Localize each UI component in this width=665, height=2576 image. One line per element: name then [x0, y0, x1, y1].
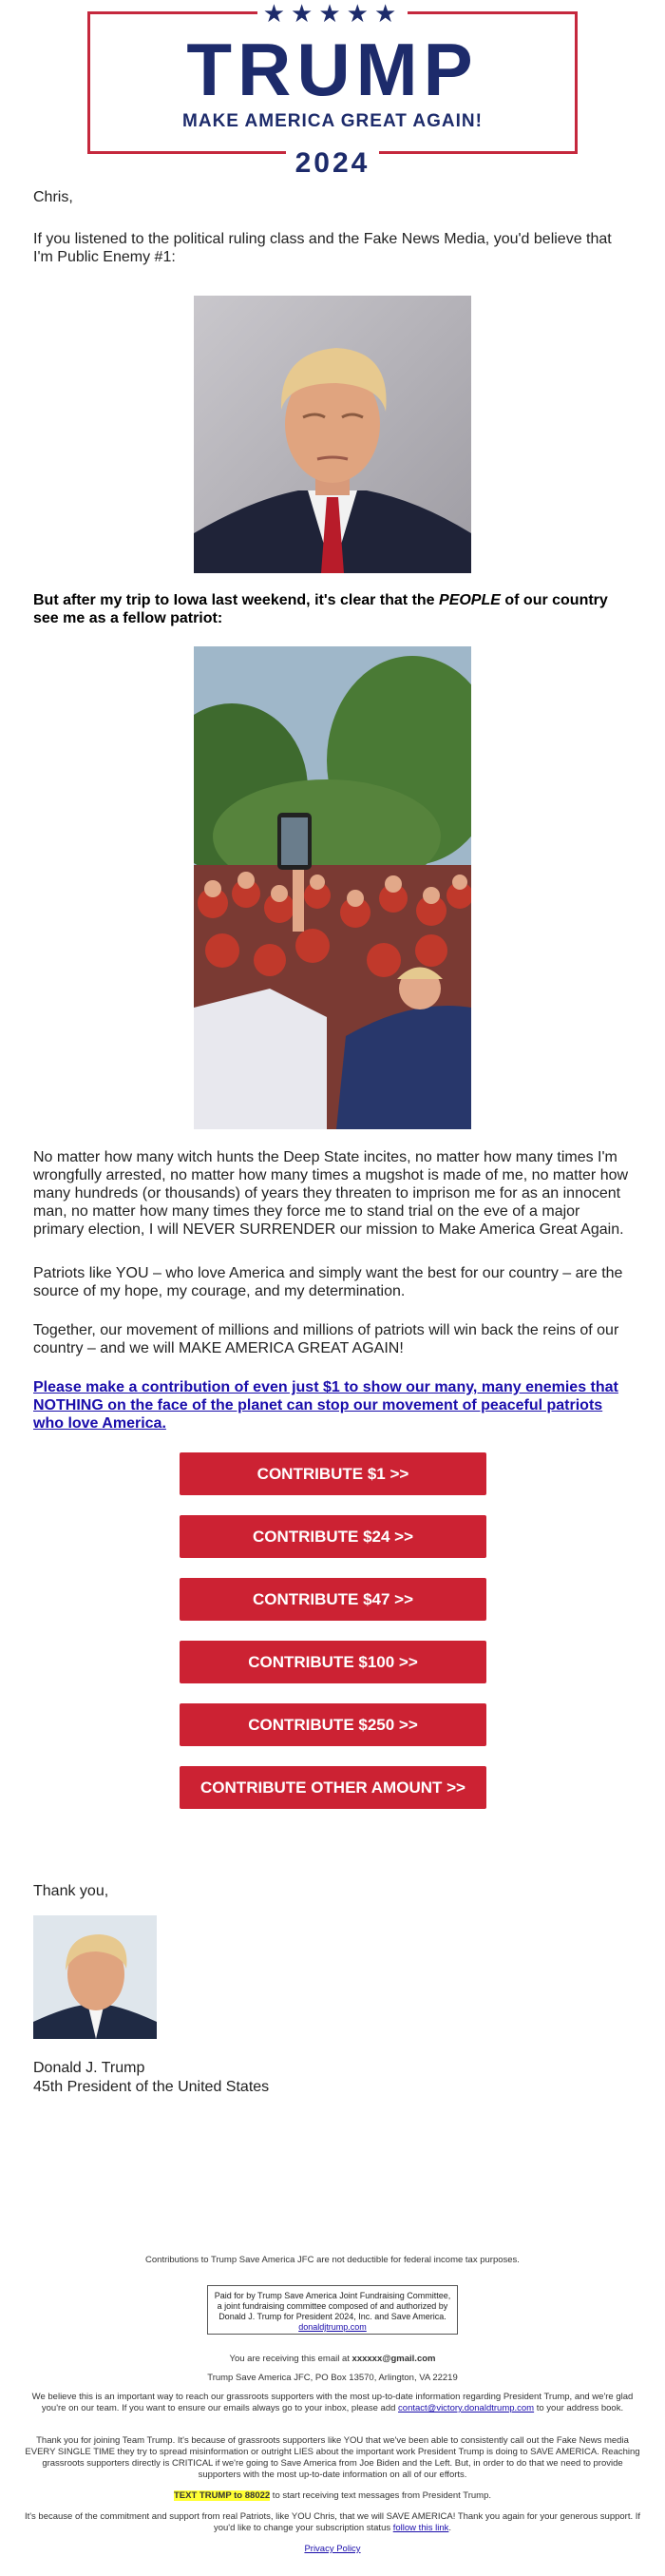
body-paragraph-3: Together, our movement of millions and millions of patriots will win back the reins of our country – and we will MAKE AMERICA GREAT AGAIN! [33, 1322, 619, 1356]
mailing-address: Trump Save America JFC, PO Box 13570, Arlington, VA 22219 [207, 2373, 458, 2383]
unsubscribe-link[interactable]: follow this link [392, 2523, 449, 2533]
contribute-1-button[interactable]: CONTRIBUTE $1 >> [180, 1452, 486, 1495]
privacy-row [23, 2544, 642, 2555]
contribute-100-button[interactable]: CONTRIBUTE $100 >> [180, 1641, 486, 1683]
logo-year: 2024 [90, 147, 575, 180]
text-signup: TEXT TRUMP to 88022 to start receiving text messages from President Trump. [173, 2490, 492, 2501]
paid-for-box [207, 2285, 458, 2335]
tax-disclaimer: Contributions to Trump Save America JFC are not deductible for federal income tax purposes. [145, 2255, 520, 2265]
paid-for-text: Paid for by Trump Save America Joint Fundraising Committee, a joint fundraising committee composed of and authorized by Donald J. Trump for President 2024, Inc. and Save America. [214, 2291, 451, 2321]
contribute-250-button[interactable]: CONTRIBUTE $250 >> [180, 1703, 486, 1746]
logo-brand: TRUMP [186, 28, 479, 111]
stars-icon: ★★★★★ [90, 1, 575, 26]
commitment-notice: It's because of the commitment and support from real Patriots, like YOU Chris, that we will SAVE AMERICA! Thank you again for your generous support. If you'd like to change your subscription status follow this link. [24, 2511, 641, 2533]
paid-for-link[interactable]: donaldjtrump.com [298, 2322, 367, 2332]
body-paragraph-1: No matter how many witch hunts the Deep State incites, no matter how many times I'm wrongfully arrested, no matter how many times a mugshot is made of me, no matter how many hundreds (or thousands) of years they threaten to imprison me for as an innocent man, no matter how many times they force me to stand trial on the eve of a major primary election, I will NEVER SURRENDER our mission to Make America Great Again. [33, 1149, 629, 1238]
contribute-24-button[interactable]: CONTRIBUTE $24 >> [180, 1515, 486, 1558]
signer-title: 45th President of the United States [33, 2079, 270, 2095]
contact-email-link[interactable]: contact@victory.donaldtrump.com [398, 2403, 535, 2413]
thank-you: Thank you, [33, 1883, 109, 1899]
receiving-notice: You are receiving this email at xxxxxx@gmail.com [229, 2354, 436, 2364]
people-emphasis: PEOPLE [439, 592, 501, 608]
iowa-heading: But after my trip to Iowa last weekend, it's clear that the PEOPLE of our country see me as a fellow patriot: [33, 592, 608, 626]
trump-portrait [33, 1915, 157, 2039]
address-book-notice: We believe this is an important way to reach our grassroots supporters with the most up-to-date information regarding President Trump, and we're glad you're on our team. If you want to ensure our emails always go to your inbox, please add contact@victory.donaldtrump.com to your address book. [31, 2392, 634, 2413]
text-code-highlight: TEXT TRUMP to 88022 [173, 2490, 271, 2501]
privacy-policy-link[interactable]: Privacy Policy [304, 2544, 361, 2554]
contribute-link[interactable]: Please make a contribution of even just $1 to show our many, many enemies that NOTHING on the face of the planet can stop our movement of peaceful patriots who love America. [33, 1379, 618, 1432]
team-trump-notice: Thank you for joining Team Trump. It's because of grassroots supporters like YOU that we've been able to consistently call out the Fake News media EVERY SINGLE TIME they try to spread misinformation or outright LIES about the important work President Trump is doing to SAVE AMERICA. Reaching grassroots supporters directly is CRITICAL if we're going to Save America from Joe Biden and the Left. But, in order to do that we need to provide supporters with the most up-to-date information on all of our efforts. [25, 2435, 640, 2480]
contribute-other-button[interactable]: CONTRIBUTE OTHER AMOUNT >> [180, 1766, 486, 1809]
body-paragraph-2: Patriots like YOU – who love America and simply want the best for our country – are the source of my hope, my courage, and my determination. [33, 1265, 623, 1299]
contribute-47-button[interactable]: CONTRIBUTE $47 >> [180, 1578, 486, 1621]
logo-slogan: MAKE AMERICA GREAT AGAIN! [182, 111, 483, 131]
mugshot-photo [194, 296, 471, 573]
recipient-email: xxxxxx@gmail.com [352, 2354, 436, 2364]
intro-paragraph: If you listened to the political ruling class and the Fake News Media, you'd believe that I'm Public Enemy #1: [33, 231, 612, 265]
signer-name: Donald J. Trump [33, 2060, 145, 2076]
trump-2024-logo [87, 0, 578, 179]
contribute-link-paragraph [33, 1378, 632, 1432]
greeting: Chris, [33, 189, 73, 205]
iowa-crowd-photo [194, 646, 471, 1129]
